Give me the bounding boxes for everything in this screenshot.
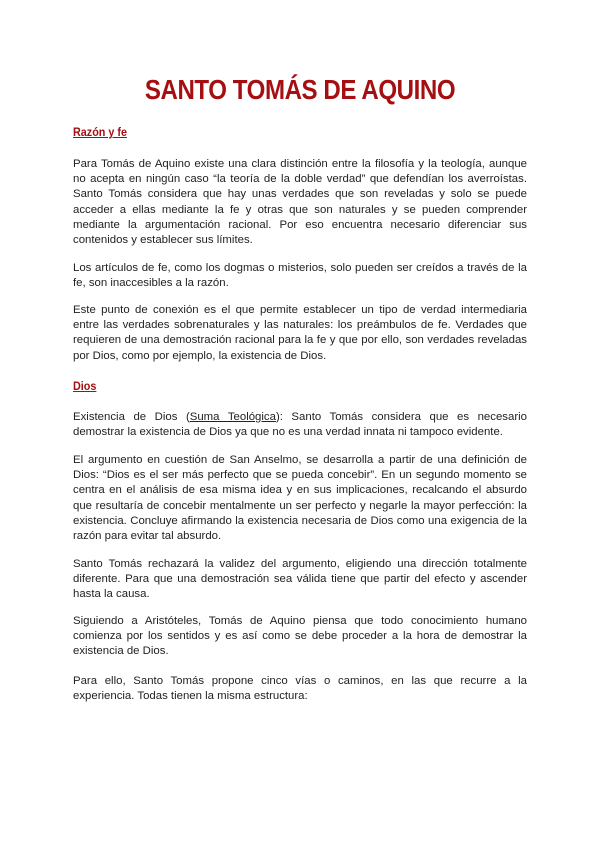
paragraph: Para ello, Santo Tomás propone cinco vías o caminos, en las que recurre a la experiencia. Todas tienen la misma estructura:	[73, 675, 527, 703]
suma-teologica-link[interactable]: Suma Teológica	[189, 411, 276, 423]
page-title: SANTO TOMÁS DE AQUINO	[144, 74, 456, 105]
paragraph: Los artículos de fe, como los dogmas o misterios, solo pueden ser creídos a través de la fe, son inaccesibles a la razón.	[73, 262, 527, 290]
section-heading-dios: Dios	[73, 379, 97, 393]
paragraph-suffix: ): Santo Tomás considera que es necesario demostrar la existencia de Dios ya que no es una verdad innata ni tampoco evidente.	[73, 411, 527, 439]
paragraph: El argumento en cuestión de San Anselmo, se desarrolla a partir de una definición de Dios: “Dios es el ser más perfecto que se pueda concebir”. En un segundo momento se centra en el análisis de esa misma idea y en sus implicaciones, recalcando el absurdo que resultaría de concebir mentalmente un ser perfecto y negarle la mayor perfección: la existencia. Concluye afirmando la existencia necesaria de Dios como una exigencia de la razón para evitar tal absurdo.	[73, 454, 527, 543]
paragraph: Santo Tomás rechazará la validez del argumento, eligiendo una dirección totalmente diferente. Para que una demostración sea válida tiene que partir del efecto y ascender hasta la causa.	[73, 558, 527, 601]
section-heading-razon-y-fe: Razón y fe	[73, 125, 128, 139]
paragraph: Este punto de conexión es el que permite establecer un tipo de verdad intermediaria entre las verdades sobrenaturales y las naturales: los preámbulos de fe. Verdades que requieren de una demostración racional para la fe y que por ello, son verdades reveladas por Dios, como por ejemplo, la existencia de Dios.	[73, 304, 527, 362]
paragraph: Para Tomás de Aquino existe una clara distinción entre la filosofía y la teología, aunque no acepta en ningún caso “la teoría de la doble verdad” que defendían los averroístas. Santo Tomás considera que hay unas verdades que son reveladas y solo se puede acceder a ellas mediante la fe y otras que son naturales y se pueden comprender mediante la argumentación racional. Por eso encuentra necesario diferenciar sus contenidos y establecer sus límites.	[73, 158, 527, 247]
paragraph: Siguiendo a Aristóteles, Tomás de Aquino piensa que todo conocimiento humano comienza por los sentidos y es así como se debe proceder a la hora de demostrar la existencia de Dios.	[73, 615, 527, 658]
paragraph-prefix: Existencia de Dios (	[73, 411, 190, 423]
paragraph-existencia-de-dios	[73, 410, 527, 440]
